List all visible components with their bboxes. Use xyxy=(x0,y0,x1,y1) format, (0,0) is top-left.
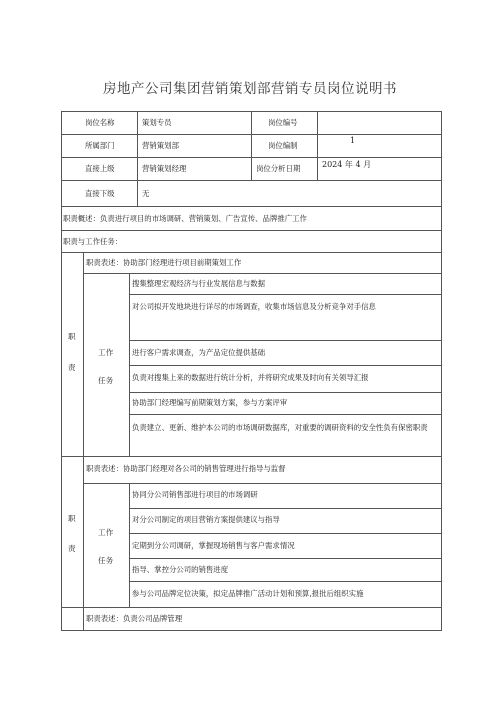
section2-task-label: 任务 xyxy=(98,556,114,565)
headcount-value: 1 xyxy=(350,136,356,145)
task-text: 负责对搜集上来的数据进行统计分析，并将研究成果及时向有关领导汇报 xyxy=(132,373,369,382)
superior-value: 营销策划经理 xyxy=(142,164,187,173)
info-cell xyxy=(317,111,442,135)
section2-task-label-cell xyxy=(83,483,130,608)
section1-statement: 职责表述：协助部门经理进行项目前期策划工作 xyxy=(86,258,242,267)
department-value: 营销策划部 xyxy=(142,141,179,150)
info-cell xyxy=(317,134,442,158)
section1-side xyxy=(61,252,84,457)
position-code-label: 岗位编号 xyxy=(268,118,298,127)
position-name-label: 岗位名称 xyxy=(85,118,115,127)
section3-statement: 职责表述：负责公司品牌管理 xyxy=(86,614,183,623)
section2-side-char: 职 xyxy=(68,514,76,523)
task-text: 搜集整理宏观经济与行业发展信息与数据 xyxy=(132,279,266,288)
headcount-label: 岗位编制 xyxy=(268,141,298,150)
analysis-date-value: 2024 年 4 月 xyxy=(322,160,372,169)
task-text: 对分公司制定的项目营销方案提供建议与指导 xyxy=(132,515,280,524)
section2-side xyxy=(61,456,84,608)
document-title: 房地产公司集团营销策划部营销专员岗位说明书 xyxy=(103,81,397,97)
task-text: 指导、掌控分公司的销售进度 xyxy=(132,565,229,574)
department-label: 所属部门 xyxy=(85,141,115,150)
section1-task-label-cell xyxy=(83,273,130,457)
task-text: 定期到分公司调研，掌握现场销售与客户需求情况 xyxy=(132,541,295,550)
section1-task-label: 工作 xyxy=(98,348,114,357)
analysis-date-label: 岗位分析日期 xyxy=(256,164,301,173)
section2-side-char: 责 xyxy=(68,544,76,553)
section1-side-char: 职 xyxy=(68,332,76,341)
section2-task-label: 工作 xyxy=(98,528,114,537)
task-text: 协同分公司销售部进行项目的市场调研 xyxy=(132,490,258,499)
task-text: 进行客户需求调查，为产品定位提供基础 xyxy=(132,348,266,357)
info-cell xyxy=(137,180,442,207)
position-name-value: 策划专员 xyxy=(142,118,172,127)
section3-side xyxy=(61,607,84,631)
task-text: 对公司拟开发地块进行详尽的市场调查，收集市场信息及分析竞争对手信息 xyxy=(132,302,376,311)
task-text: 协助部门经理编写前期策划方案，参与方案评审 xyxy=(132,398,288,407)
task-text: 参与公司品牌定位决策，拟定品牌推广活动计划和预算,报批后组织实施 xyxy=(132,589,364,598)
duty-summary: 职责概述：负责进行项目的市场调研、营销策划、广告宣传、品牌推广工作 xyxy=(63,214,307,223)
duties-header: 职责与工作任务： xyxy=(63,237,123,246)
section1-task-label: 任务 xyxy=(98,376,114,385)
section1-side-char: 责 xyxy=(68,363,76,372)
superior-label: 直接上级 xyxy=(85,164,115,173)
task-text: 负责建立、更新、维护本公司的市场调研数据库，对重要的调研资料的安全性负有保密职责 xyxy=(132,423,428,432)
section2-statement: 职责表述：协助部门经理对各公司的销售管理进行指导与监督 xyxy=(86,464,286,473)
subordinate-value: 无 xyxy=(142,189,150,198)
subordinate-label: 直接下级 xyxy=(85,189,115,198)
